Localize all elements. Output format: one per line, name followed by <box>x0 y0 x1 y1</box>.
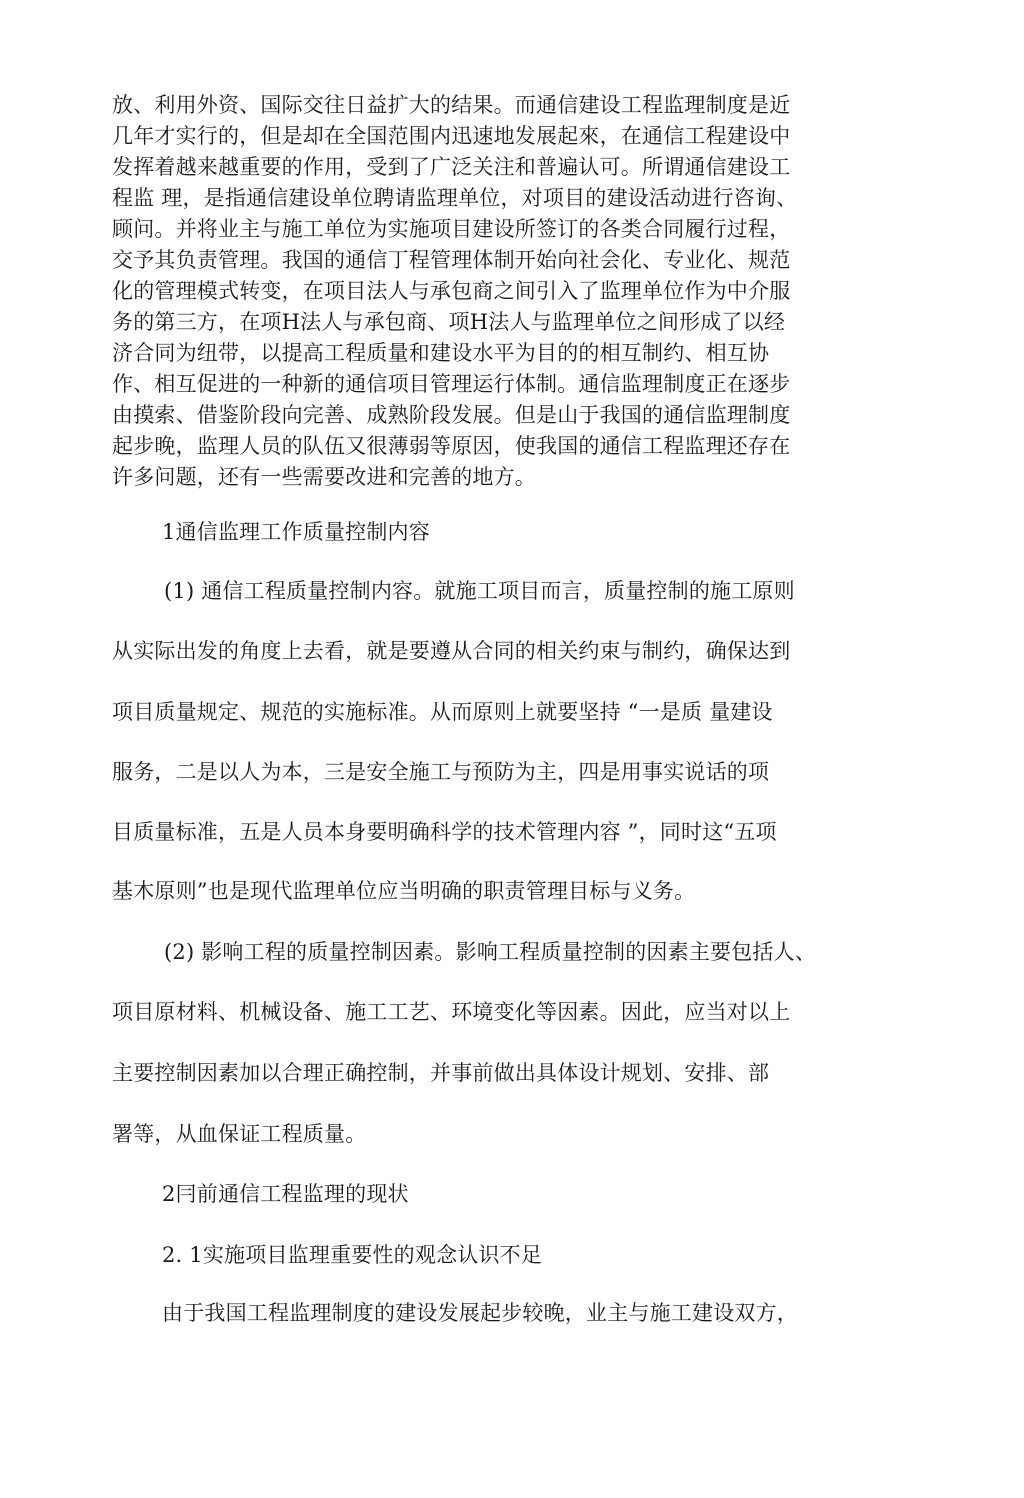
section-heading: 2冃前通信工程监理的现状 <box>162 1182 409 1206</box>
paragraph-line: 发挥着越来越重要的作用，受到了广泛关注和普遍认可。所谓通信建设工 <box>112 155 791 179</box>
paragraph-line: 程监 理，是指通信建设单位聘请监理单位，对项目的建设活动进行咨询、 <box>112 186 798 210</box>
paragraph-line: 放、利用外资、国际交往日益扩大的结果。而通信建设工程监理制度是近 <box>112 93 791 117</box>
paragraph-line: 顾问。并将业主与施工单位为实施项目建设所签订的各类合同履行过程， <box>112 217 791 241</box>
paragraph-line: 几年才实行的，但是却在全国范围内迅速地发展起來，在通信工程建设中 <box>112 124 791 148</box>
section-heading: 1通信监理工作质量控制内容 <box>162 520 430 544</box>
paragraph-line: 项目原材料、机械设备、施工工艺、环境变化等因素。因此，应当对以上 <box>112 1000 791 1024</box>
paragraph-line: 服务，二是以人为本，三是安全施工与预防为主，四是用事实说话的项 <box>112 760 770 784</box>
paragraph-line: 目质量标准，五是人员本身要明确科学的技术管理内容 ”，同时这“五项 <box>112 820 777 844</box>
paragraph-line: 由摸索、借鉴阶段向完善、成熟阶段发展。但是山于我国的通信监理制度 <box>112 403 791 427</box>
paragraph-line: (1) 通信工程质量控制内容。就施工项目而言，质量控制的施工原则 <box>164 579 795 603</box>
paragraph-line: 主要控制因素加以合理正确控制，并事前做出具体设计规划、安排、部 <box>112 1061 770 1085</box>
paragraph-line: 基木原则”也是现代监理单位应当明确的职责管理目标与义务。 <box>112 879 696 903</box>
paragraph-line: 化的管理模式转变，在项目法人与承包商之间引入了监理单位作为中介服 <box>112 279 791 303</box>
paragraph-line: (2) 影响工程的质量控制因素。影响工程质量控制的因素主要包括人、 <box>164 940 817 964</box>
paragraph-line: 署等，从血保证工程质量。 <box>112 1122 367 1146</box>
subsection-heading: 2. 1实施项目监理重要性的观念认识不足 <box>162 1243 543 1267</box>
paragraph-line: 由于我国工程监理制度的建设发展起步较晚，业主与施工建设双方， <box>162 1301 798 1325</box>
paragraph-line: 务的第三方，在项H法人与承包商、项H法人与监理单位之间形成了以经 <box>112 310 786 334</box>
paragraph-line: 项目质量规定、规范的实施标准。从而原则上就要坚持 “一是质 量建设 <box>112 700 773 724</box>
paragraph-line: 济合同为纽带，以提高工程质量和建设水平为目的的相互制约、相互协 <box>112 341 770 365</box>
paragraph-line: 许多问题，还有一些需要改进和完善的地方。 <box>112 465 536 489</box>
paragraph-line: 从实际出发的角度上去看，就是要遵从合同的相关约束与制约，确保达到 <box>112 639 791 663</box>
paragraph-line: 起步晚，监理人员的队伍又很薄弱等原因，使我国的通信工程监理还存在 <box>112 434 791 458</box>
paragraph-line: 作、相互促进的一种新的通信项目管理运行体制。通信监理制度正在逐步 <box>112 372 791 396</box>
paragraph-line: 交予其负责管理。我国的通信丁程管理体制开始向社会化、专业化、规范 <box>112 248 791 272</box>
